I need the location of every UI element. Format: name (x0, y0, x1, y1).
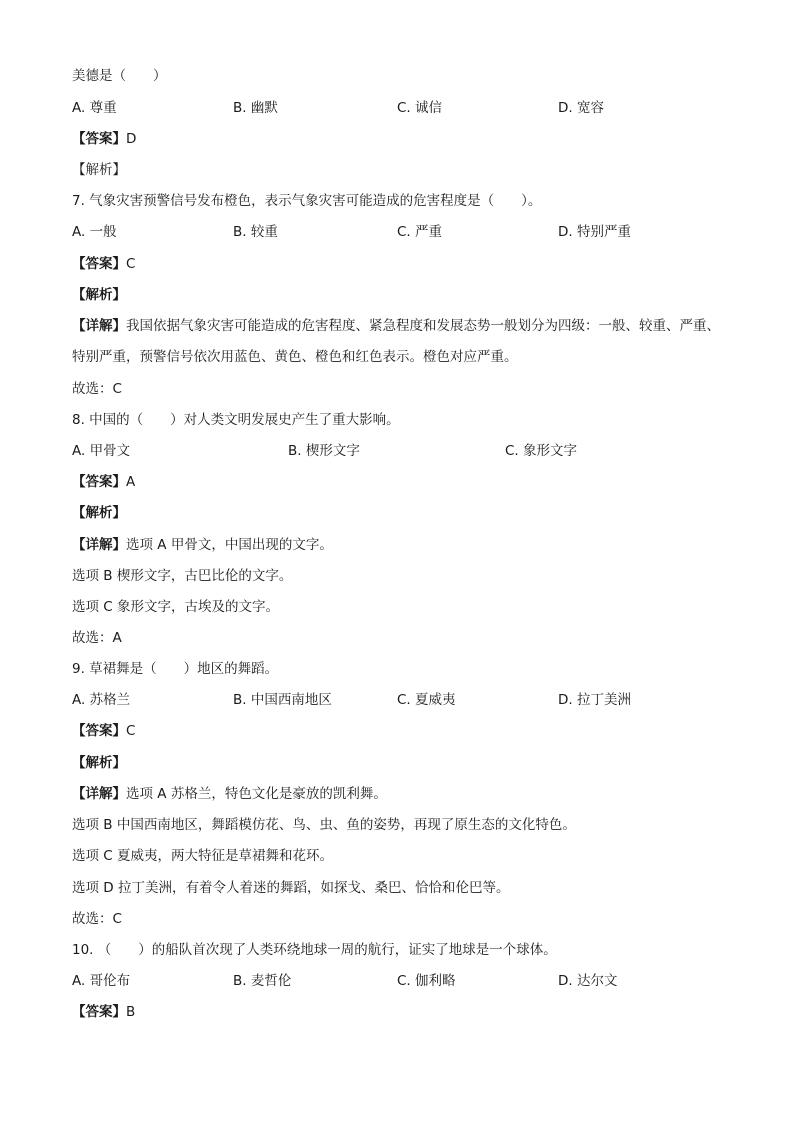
q8-answer (72, 472, 135, 492)
q8-option-c: C. 象形文字 (505, 443, 578, 459)
q10-option-b: B. 麦哲伦 (233, 973, 292, 989)
q7-option-c: C. 严重 (397, 224, 443, 240)
q8-stem: 8. 中国的（ ）对人类文明发展史产生了重大影响。 (72, 412, 400, 428)
q9-detail-line-1 (72, 784, 387, 804)
q9-option-a: A. 苏格兰 (72, 692, 131, 708)
detail-tag: 【详解】 (72, 537, 126, 553)
q7-option-d: D. 特别严重 (558, 224, 631, 240)
answer-tag: 【答案】 (72, 256, 126, 272)
answer-tag: 【答案】 (72, 723, 126, 739)
q8-analysis-tag: 【解析】 (72, 505, 126, 521)
detail-text: 选项 A 苏格兰，特色文化是豪放的凯利舞。 (126, 786, 387, 802)
q6-option-b: B. 幽默 (233, 100, 278, 116)
answer-value: D (126, 131, 137, 147)
q6-analysis-tag: 【解析】 (72, 162, 126, 178)
answer-value: A (126, 474, 136, 490)
q7-stem: 7. 气象灾害预警信号发布橙色，表示气象灾害可能造成的危害程度是（ ）。 (72, 193, 542, 209)
q8-detail-line-1 (72, 535, 333, 555)
answer-tag: 【答案】 (72, 1004, 126, 1020)
q8-detail-line-3: 选项 C 象形文字，古埃及的文字。 (72, 599, 280, 615)
detail-tag: 【详解】 (72, 318, 126, 334)
q7-detail (72, 311, 722, 373)
q9-option-c: C. 夏威夷 (397, 692, 456, 708)
q10-answer (72, 1002, 135, 1022)
q8-conclusion: 故选：A (72, 630, 122, 646)
q9-detail-line-2: 选项 B 中国西南地区，舞蹈模仿花、鸟、虫、鱼的姿势，再现了原生态的文化特色。 (72, 817, 576, 833)
q6-option-c: C. 诚信 (397, 100, 443, 116)
q6-stem: 美德是（ ） (72, 68, 167, 84)
q6-answer (72, 129, 136, 149)
detail-text: 我国依据气象灾害可能造成的危害程度、紧急程度和发展态势一般划分为四级：一般、较重、严重、特别严重，预警信号依次用蓝色、黄色、橙色和红色表示。橙色对应严重。 (72, 318, 720, 365)
q7-answer (72, 254, 135, 274)
q10-stem: 10. （ ）的船队首次现了人类环绕地球一周的航行，证实了地球是一个球体。 (72, 942, 557, 958)
q10-option-c: C. 伽利略 (397, 973, 456, 989)
q8-option-b: B. 楔形文字 (288, 443, 360, 459)
answer-tag: 【答案】 (72, 474, 126, 490)
q7-option-b: B. 较重 (233, 224, 278, 240)
q9-detail-line-4: 选项 D 拉丁美洲，有着令人着迷的舞蹈，如探戈、桑巴、恰恰和伦巴等。 (72, 880, 510, 896)
q8-detail-line-2: 选项 B 楔形文字，古巴比伦的文字。 (72, 568, 293, 584)
answer-tag: 【答案】 (72, 131, 126, 147)
answer-value: B (126, 1004, 136, 1020)
q9-analysis-tag: 【解析】 (72, 755, 126, 771)
q7-option-a: A. 一般 (72, 224, 117, 240)
q7-conclusion: 故选：C (72, 381, 122, 397)
detail-text: 选项 A 甲骨文，中国出现的文字。 (126, 537, 333, 553)
q7-analysis-tag: 【解析】 (72, 287, 126, 303)
q9-detail-line-3: 选项 C 夏威夷，两大特征是草裙舞和花环。 (72, 848, 334, 864)
q10-option-d: D. 达尔文 (558, 973, 618, 989)
q6-option-a: A. 尊重 (72, 100, 117, 116)
q9-option-b: B. 中国西南地区 (233, 692, 332, 708)
q9-stem: 9. 草裙舞是（ ）地区的舞蹈。 (72, 661, 279, 677)
answer-value: C (126, 256, 136, 272)
q6-option-d: D. 宽容 (558, 100, 604, 116)
detail-tag: 【详解】 (72, 786, 126, 802)
answer-value: C (126, 723, 136, 739)
q9-answer (72, 721, 135, 741)
q8-option-a: A. 甲骨文 (72, 443, 131, 459)
q9-option-d: D. 拉丁美洲 (558, 692, 631, 708)
q10-option-a: A. 哥伦布 (72, 973, 131, 989)
q9-conclusion: 故选：C (72, 911, 122, 927)
